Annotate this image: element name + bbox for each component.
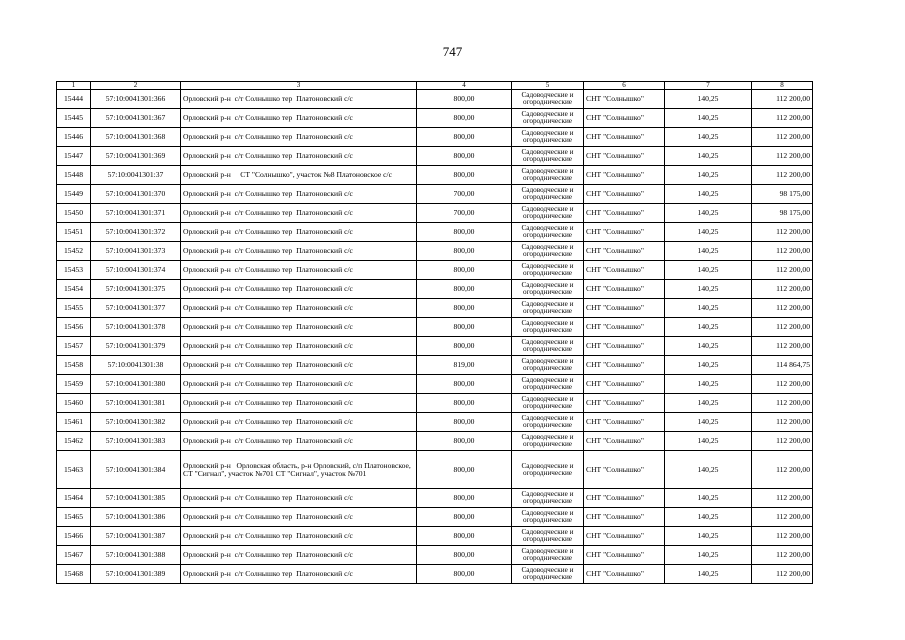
address-cell: Орловский р-н СТ "Солнышко", участок №8 Платоновское с/с <box>181 166 417 185</box>
land-use-cell: Садоводческие и огороднические <box>512 432 584 451</box>
area-cell: 800,00 <box>417 337 512 356</box>
cadastral-value-cell: 112 200,00 <box>752 90 813 109</box>
area-cell: 700,00 <box>417 185 512 204</box>
row-number-cell: 15448 <box>57 166 91 185</box>
table-row <box>57 489 813 508</box>
address-cell: Орловский р-н с/т Солнышко тер Платоновский с/с <box>181 565 417 584</box>
row-number-cell: 15454 <box>57 280 91 299</box>
cadastral-number-cell: 57:10:0041301:389 <box>91 565 181 584</box>
cadastral-value-cell: 112 200,00 <box>752 166 813 185</box>
cadastral-number-cell: 57:10:0041301:384 <box>91 451 181 489</box>
address-cell: Орловский р-н с/т Солнышко тер Платоновский с/с <box>181 204 417 223</box>
land-use-cell: Садоводческие и огороднические <box>512 546 584 565</box>
rate-cell: 140,25 <box>665 375 752 394</box>
address-cell: Орловский р-н с/т Солнышко тер Платоновский с/с <box>181 546 417 565</box>
rate-cell: 140,25 <box>665 508 752 527</box>
address-cell: Орловский р-н с/т Солнышко тер Платоновский с/с <box>181 280 417 299</box>
cadastral-value-cell: 112 200,00 <box>752 565 813 584</box>
owner-cell: СНТ "Солнышко" <box>584 166 665 185</box>
address-cell: Орловский р-н с/т Солнышко тер Платоновский с/с <box>181 337 417 356</box>
table-row <box>57 527 813 546</box>
land-register-table <box>56 81 813 584</box>
cadastral-value-cell: 112 200,00 <box>752 546 813 565</box>
land-use-cell: Садоводческие и огороднические <box>512 489 584 508</box>
rate-cell: 140,25 <box>665 109 752 128</box>
column-header: 3 <box>181 82 417 90</box>
address-cell: Орловский р-н с/т Солнышко тер Платоновский с/с <box>181 223 417 242</box>
area-cell: 700,00 <box>417 204 512 223</box>
land-use-cell: Садоводческие и огороднические <box>512 90 584 109</box>
table-row <box>57 546 813 565</box>
row-number-cell: 15468 <box>57 565 91 584</box>
cadastral-value-cell: 112 200,00 <box>752 394 813 413</box>
cadastral-value-cell: 112 200,00 <box>752 337 813 356</box>
area-cell: 819,00 <box>417 356 512 375</box>
cadastral-value-cell: 112 200,00 <box>752 489 813 508</box>
row-number-cell: 15450 <box>57 204 91 223</box>
rate-cell: 140,25 <box>665 261 752 280</box>
owner-cell: СНТ "Солнышко" <box>584 318 665 337</box>
cadastral-value-cell: 112 200,00 <box>752 318 813 337</box>
row-number-cell: 15461 <box>57 413 91 432</box>
land-use-cell: Садоводческие и огороднические <box>512 451 584 489</box>
rate-cell: 140,25 <box>665 546 752 565</box>
rate-cell: 140,25 <box>665 318 752 337</box>
area-cell: 800,00 <box>417 280 512 299</box>
cadastral-number-cell: 57:10:0041301:367 <box>91 109 181 128</box>
cadastral-number-cell: 57:10:0041301:368 <box>91 128 181 147</box>
cadastral-value-cell: 112 200,00 <box>752 432 813 451</box>
row-number-cell: 15451 <box>57 223 91 242</box>
address-cell: Орловский р-н с/т Солнышко тер Платоновский с/с <box>181 356 417 375</box>
cadastral-value-cell: 112 200,00 <box>752 109 813 128</box>
rate-cell: 140,25 <box>665 356 752 375</box>
table-row <box>57 166 813 185</box>
cadastral-number-cell: 57:10:0041301:38 <box>91 356 181 375</box>
table-row <box>57 90 813 109</box>
rate-cell: 140,25 <box>665 242 752 261</box>
area-cell: 800,00 <box>417 375 512 394</box>
owner-cell: СНТ "Солнышко" <box>584 565 665 584</box>
cadastral-number-cell: 57:10:0041301:378 <box>91 318 181 337</box>
rate-cell: 140,25 <box>665 166 752 185</box>
table-row <box>57 413 813 432</box>
address-cell: Орловский р-н с/т Солнышко тер Платоновский с/с <box>181 432 417 451</box>
table-row <box>57 451 813 489</box>
address-cell: Орловский р-н с/т Солнышко тер Платоновский с/с <box>181 508 417 527</box>
cadastral-number-cell: 57:10:0041301:37 <box>91 166 181 185</box>
table-row <box>57 394 813 413</box>
land-use-cell: Садоводческие и огороднические <box>512 356 584 375</box>
cadastral-value-cell: 112 200,00 <box>752 128 813 147</box>
row-number-cell: 15452 <box>57 242 91 261</box>
cadastral-number-cell: 57:10:0041301:383 <box>91 432 181 451</box>
owner-cell: СНТ "Солнышко" <box>584 337 665 356</box>
rate-cell: 140,25 <box>665 489 752 508</box>
table-row <box>57 147 813 166</box>
rate-cell: 140,25 <box>665 185 752 204</box>
address-cell: Орловский р-н с/т Солнышко тер Платоновский с/с <box>181 242 417 261</box>
owner-cell: СНТ "Солнышко" <box>584 128 665 147</box>
table-row <box>57 356 813 375</box>
row-number-cell: 15457 <box>57 337 91 356</box>
row-number-cell: 15456 <box>57 318 91 337</box>
land-use-cell: Садоводческие и огороднические <box>512 147 584 166</box>
owner-cell: СНТ "Солнышко" <box>584 432 665 451</box>
land-use-cell: Садоводческие и огороднические <box>512 109 584 128</box>
owner-cell: СНТ "Солнышко" <box>584 375 665 394</box>
cadastral-number-cell: 57:10:0041301:379 <box>91 337 181 356</box>
area-cell: 800,00 <box>417 242 512 261</box>
cadastral-value-cell: 98 175,00 <box>752 204 813 223</box>
land-use-cell: Садоводческие и огороднические <box>512 318 584 337</box>
rate-cell: 140,25 <box>665 337 752 356</box>
owner-cell: СНТ "Солнышко" <box>584 242 665 261</box>
address-cell: Орловский р-н с/т Солнышко тер Платоновский с/с <box>181 109 417 128</box>
row-number-cell: 15446 <box>57 128 91 147</box>
column-header: 1 <box>57 82 91 90</box>
land-use-cell: Садоводческие и огороднические <box>512 508 584 527</box>
address-cell: Орловский р-н с/т Солнышко тер Платоновский с/с <box>181 90 417 109</box>
address-cell: Орловский р-н с/т Солнышко тер Платоновский с/с <box>181 261 417 280</box>
rate-cell: 140,25 <box>665 413 752 432</box>
cadastral-number-cell: 57:10:0041301:382 <box>91 413 181 432</box>
column-header: 4 <box>417 82 512 90</box>
cadastral-value-cell: 112 200,00 <box>752 147 813 166</box>
owner-cell: СНТ "Солнышко" <box>584 508 665 527</box>
land-use-cell: Садоводческие и огороднические <box>512 128 584 147</box>
land-use-cell: Садоводческие и огороднические <box>512 223 584 242</box>
owner-cell: СНТ "Солнышко" <box>584 204 665 223</box>
owner-cell: СНТ "Солнышко" <box>584 546 665 565</box>
owner-cell: СНТ "Солнышко" <box>584 90 665 109</box>
table-row <box>57 109 813 128</box>
owner-cell: СНТ "Солнышко" <box>584 489 665 508</box>
owner-cell: СНТ "Солнышко" <box>584 413 665 432</box>
rate-cell: 140,25 <box>665 432 752 451</box>
row-number-cell: 15453 <box>57 261 91 280</box>
address-cell: Орловский р-н Орловская область, р-н Орловский, с/п Платоновское, СТ "Сигнал", участок №701 СТ "Сигнал", участок №701 <box>181 451 417 489</box>
cadastral-value-cell: 112 200,00 <box>752 280 813 299</box>
owner-cell: СНТ "Солнышко" <box>584 147 665 166</box>
table-row <box>57 223 813 242</box>
cadastral-number-cell: 57:10:0041301:374 <box>91 261 181 280</box>
area-cell: 800,00 <box>417 147 512 166</box>
area-cell: 800,00 <box>417 451 512 489</box>
cadastral-number-cell: 57:10:0041301:371 <box>91 204 181 223</box>
column-header: 6 <box>584 82 665 90</box>
cadastral-number-cell: 57:10:0041301:387 <box>91 527 181 546</box>
area-cell: 800,00 <box>417 223 512 242</box>
land-use-cell: Садоводческие и огороднические <box>512 280 584 299</box>
rate-cell: 140,25 <box>665 280 752 299</box>
area-cell: 800,00 <box>417 299 512 318</box>
row-number-cell: 15458 <box>57 356 91 375</box>
table-body <box>57 90 813 584</box>
rate-cell: 140,25 <box>665 147 752 166</box>
address-cell: Орловский р-н с/т Солнышко тер Платоновский с/с <box>181 489 417 508</box>
owner-cell: СНТ "Солнышко" <box>584 280 665 299</box>
cadastral-value-cell: 112 200,00 <box>752 299 813 318</box>
rate-cell: 140,25 <box>665 394 752 413</box>
owner-cell: СНТ "Солнышко" <box>584 261 665 280</box>
cadastral-value-cell: 112 200,00 <box>752 451 813 489</box>
table-row <box>57 508 813 527</box>
cadastral-number-cell: 57:10:0041301:385 <box>91 489 181 508</box>
owner-cell: СНТ "Солнышко" <box>584 109 665 128</box>
row-number-cell: 15449 <box>57 185 91 204</box>
table-row <box>57 432 813 451</box>
table-row <box>57 128 813 147</box>
address-cell: Орловский р-н с/т Солнышко тер Платоновский с/с <box>181 147 417 166</box>
rate-cell: 140,25 <box>665 527 752 546</box>
area-cell: 800,00 <box>417 109 512 128</box>
address-cell: Орловский р-н с/т Солнышко тер Платоновский с/с <box>181 375 417 394</box>
area-cell: 800,00 <box>417 527 512 546</box>
column-header: 5 <box>512 82 584 90</box>
cadastral-number-cell: 57:10:0041301:370 <box>91 185 181 204</box>
owner-cell: СНТ "Солнышко" <box>584 223 665 242</box>
owner-cell: СНТ "Солнышко" <box>584 451 665 489</box>
area-cell: 800,00 <box>417 489 512 508</box>
land-use-cell: Садоводческие и огороднические <box>512 527 584 546</box>
area-cell: 800,00 <box>417 128 512 147</box>
land-use-cell: Садоводческие и огороднические <box>512 204 584 223</box>
row-number-cell: 15462 <box>57 432 91 451</box>
cadastral-number-cell: 57:10:0041301:386 <box>91 508 181 527</box>
area-cell: 800,00 <box>417 508 512 527</box>
cadastral-value-cell: 112 200,00 <box>752 223 813 242</box>
row-number-cell: 15467 <box>57 546 91 565</box>
row-number-cell: 15463 <box>57 451 91 489</box>
area-cell: 800,00 <box>417 261 512 280</box>
table-row <box>57 565 813 584</box>
cadastral-number-cell: 57:10:0041301:388 <box>91 546 181 565</box>
land-use-cell: Садоводческие и огороднические <box>512 394 584 413</box>
owner-cell: СНТ "Солнышко" <box>584 527 665 546</box>
table-row <box>57 242 813 261</box>
cadastral-value-cell: 112 200,00 <box>752 242 813 261</box>
land-use-cell: Садоводческие и огороднические <box>512 375 584 394</box>
area-cell: 800,00 <box>417 565 512 584</box>
row-number-cell: 15466 <box>57 527 91 546</box>
land-use-cell: Садоводческие и огороднические <box>512 166 584 185</box>
area-cell: 800,00 <box>417 394 512 413</box>
land-use-cell: Садоводческие и огороднические <box>512 299 584 318</box>
column-header: 7 <box>665 82 752 90</box>
rate-cell: 140,25 <box>665 565 752 584</box>
row-number-cell: 15460 <box>57 394 91 413</box>
address-cell: Орловский р-н с/т Солнышко тер Платоновский с/с <box>181 413 417 432</box>
land-use-cell: Садоводческие и огороднические <box>512 261 584 280</box>
table-row <box>57 261 813 280</box>
owner-cell: СНТ "Солнышко" <box>584 394 665 413</box>
address-cell: Орловский р-н с/т Солнышко тер Платоновский с/с <box>181 527 417 546</box>
rate-cell: 140,25 <box>665 223 752 242</box>
land-use-cell: Садоводческие и огороднические <box>512 565 584 584</box>
address-cell: Орловский р-н с/т Солнышко тер Платоновский с/с <box>181 128 417 147</box>
cadastral-value-cell: 112 200,00 <box>752 413 813 432</box>
land-use-cell: Садоводческие и огороднические <box>512 413 584 432</box>
address-cell: Орловский р-н с/т Солнышко тер Платоновский с/с <box>181 394 417 413</box>
cadastral-number-cell: 57:10:0041301:372 <box>91 223 181 242</box>
land-use-cell: Садоводческие и огороднические <box>512 185 584 204</box>
row-number-cell: 15447 <box>57 147 91 166</box>
cadastral-number-cell: 57:10:0041301:381 <box>91 394 181 413</box>
column-header: 8 <box>752 82 813 90</box>
row-number-cell: 15459 <box>57 375 91 394</box>
owner-cell: СНТ "Солнышко" <box>584 185 665 204</box>
cadastral-number-cell: 57:10:0041301:369 <box>91 147 181 166</box>
table-row <box>57 337 813 356</box>
area-cell: 800,00 <box>417 166 512 185</box>
cadastral-number-cell: 57:10:0041301:373 <box>91 242 181 261</box>
cadastral-number-cell: 57:10:0041301:375 <box>91 280 181 299</box>
address-cell: Орловский р-н с/т Солнышко тер Платоновский с/с <box>181 185 417 204</box>
owner-cell: СНТ "Солнышко" <box>584 356 665 375</box>
cadastral-value-cell: 112 200,00 <box>752 261 813 280</box>
cadastral-value-cell: 112 200,00 <box>752 527 813 546</box>
rate-cell: 140,25 <box>665 299 752 318</box>
cadastral-number-cell: 57:10:0041301:380 <box>91 375 181 394</box>
cadastral-number-cell: 57:10:0041301:366 <box>91 90 181 109</box>
column-header: 2 <box>91 82 181 90</box>
rate-cell: 140,25 <box>665 451 752 489</box>
row-number-cell: 15465 <box>57 508 91 527</box>
table-row <box>57 280 813 299</box>
cadastral-value-cell: 112 200,00 <box>752 375 813 394</box>
cadastral-value-cell: 98 175,00 <box>752 185 813 204</box>
land-use-cell: Садоводческие и огороднические <box>512 242 584 261</box>
cadastral-number-cell: 57:10:0041301:377 <box>91 299 181 318</box>
land-use-cell: Садоводческие и огороднические <box>512 337 584 356</box>
area-cell: 800,00 <box>417 546 512 565</box>
cadastral-value-cell: 114 864,75 <box>752 356 813 375</box>
area-cell: 800,00 <box>417 318 512 337</box>
table-row <box>57 299 813 318</box>
address-cell: Орловский р-н с/т Солнышко тер Платоновский с/с <box>181 299 417 318</box>
column-number-header-row <box>57 82 813 90</box>
cadastral-value-cell: 112 200,00 <box>752 508 813 527</box>
row-number-cell: 15455 <box>57 299 91 318</box>
row-number-cell: 15445 <box>57 109 91 128</box>
table-row <box>57 375 813 394</box>
area-cell: 800,00 <box>417 90 512 109</box>
row-number-cell: 15464 <box>57 489 91 508</box>
row-number-cell: 15444 <box>57 90 91 109</box>
page-number: 747 <box>442 44 463 59</box>
rate-cell: 140,25 <box>665 128 752 147</box>
area-cell: 800,00 <box>417 432 512 451</box>
owner-cell: СНТ "Солнышко" <box>584 299 665 318</box>
address-cell: Орловский р-н с/т Солнышко тер Платоновский с/с <box>181 318 417 337</box>
table-row <box>57 185 813 204</box>
table-row <box>57 204 813 223</box>
rate-cell: 140,25 <box>665 90 752 109</box>
rate-cell: 140,25 <box>665 204 752 223</box>
area-cell: 800,00 <box>417 413 512 432</box>
table-row <box>57 318 813 337</box>
